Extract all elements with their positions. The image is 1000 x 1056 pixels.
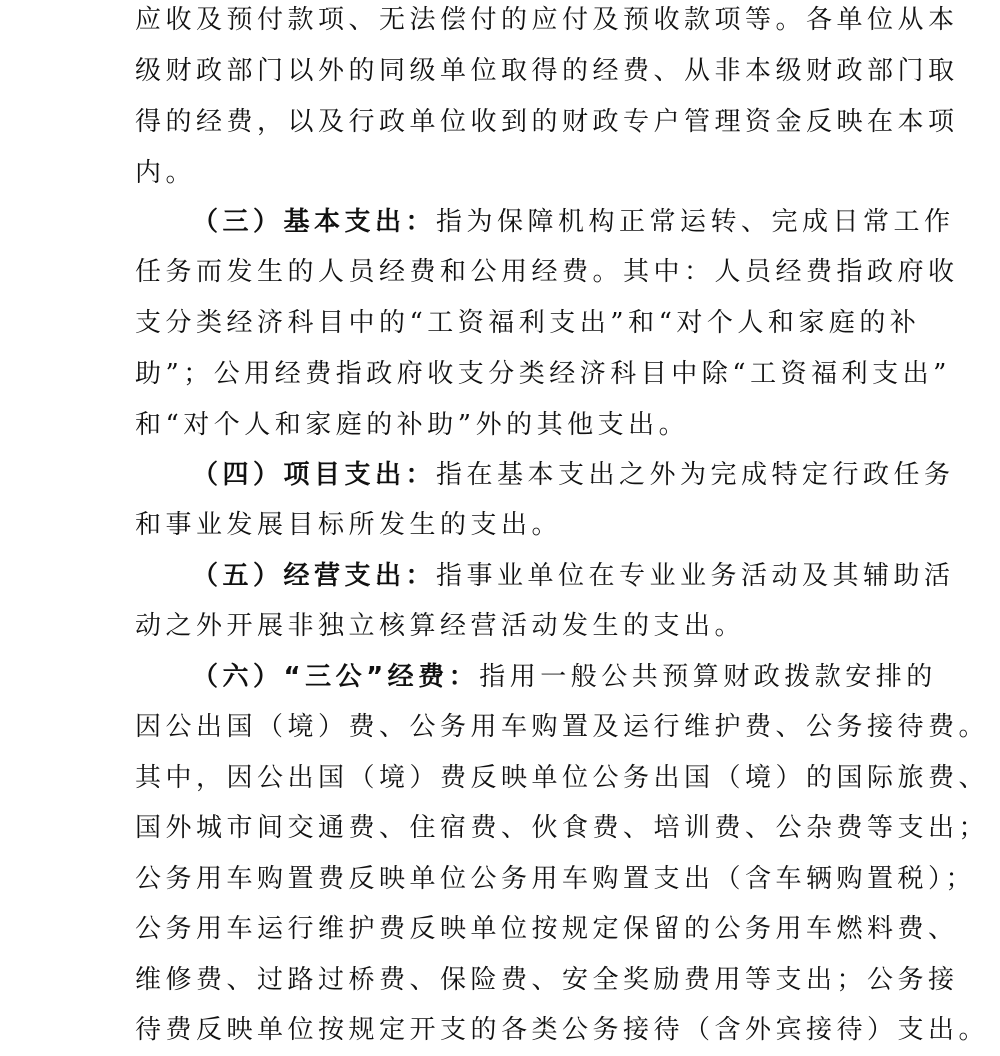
section-heading-basic-expenditure: （三）基本支出：	[192, 207, 437, 237]
line-text: 内。	[135, 158, 197, 188]
section-heading-line	[192, 449, 955, 501]
line-text: 应收及预付款项、无法偿付的应付及预收款项等。各单位从本	[135, 5, 959, 35]
paragraph-line	[135, 297, 921, 349]
paragraph-line	[135, 752, 990, 804]
line-text: 得的经费，以及行政单位收到的财政专户管理资金反映在本项	[135, 107, 959, 137]
line-text: 国外城市间交通费、住宿费、伙食费、培训费、公杂费等支出；	[135, 813, 990, 843]
paragraph-line	[135, 1004, 990, 1056]
section-heading-line	[192, 196, 955, 248]
paragraph-line	[135, 399, 895, 451]
line-text: 因公出国（境）费、公务用车购置及运行维护费、公务接待费。	[135, 712, 990, 742]
line-text: 公务用车购置费反映单位公务用车购置支出（含车辆购置税）；	[135, 864, 977, 894]
paragraph-line	[135, 701, 990, 753]
paragraph-line	[135, 499, 895, 551]
line-text: 其中，因公出国（境）费反映单位公务出国（境）的国际旅费、	[135, 763, 990, 793]
line-text: 任务而发生的人员经费和公用经费。其中：人员经费指政府收	[135, 257, 959, 287]
paragraph-line	[135, 954, 959, 1006]
line-text: 待费反映单位按规定开支的各类公务接待（含外宾接待）支出。	[135, 1015, 990, 1045]
paragraph-line	[135, 45, 959, 97]
line-text: 支分类经济科目中的“工资福利支出”和“对个人和家庭的补	[135, 308, 921, 338]
line-text: 和事业发展目标所发生的支出。	[135, 510, 563, 540]
paragraph-line	[135, 802, 990, 854]
line-text: 维修费、过路过桥费、保险费、安全奖励费用等支出；公务接	[135, 965, 959, 995]
paragraph-line	[135, 903, 959, 955]
paragraph-line	[135, 147, 895, 199]
line-text: 和“对个人和家庭的补助”外的其他支出。	[135, 410, 690, 440]
paragraph-line	[135, 246, 959, 298]
line-text: 指为保障机构正常运转、完成日常工作	[436, 207, 955, 237]
section-heading-line	[192, 550, 955, 602]
paragraph-line	[135, 853, 977, 905]
line-text: 级财政部门以外的同级单位取得的经费、从非本级财政部门取	[135, 56, 959, 86]
line-text: 指用一般公共预算财政拨款安排的	[479, 662, 937, 692]
section-heading-project-expenditure: （四）项目支出：	[192, 460, 437, 490]
line-text: 动之外开展非独立核算经营活动发生的支出。	[135, 611, 746, 641]
paragraph-line	[135, 0, 959, 46]
line-text: 公务用车运行维护费反映单位按规定保留的公务用车燃料费、	[135, 914, 959, 944]
section-heading-line	[192, 651, 937, 703]
line-text: 助”；公用经费指政府收支分类经济科目中除“工资福利支出”	[135, 359, 951, 389]
line-text: 指事业单位在专业业务活动及其辅助活	[436, 561, 955, 591]
section-heading-operating-expenditure: （五）经营支出：	[192, 561, 437, 591]
paragraph-line	[135, 96, 959, 148]
section-heading-three-public-expenses: （六）“三公”经费：	[192, 662, 480, 692]
paragraph-line	[135, 348, 951, 400]
paragraph-line	[135, 600, 895, 652]
line-text: 指在基本支出之外为完成特定行政任务	[436, 460, 955, 490]
